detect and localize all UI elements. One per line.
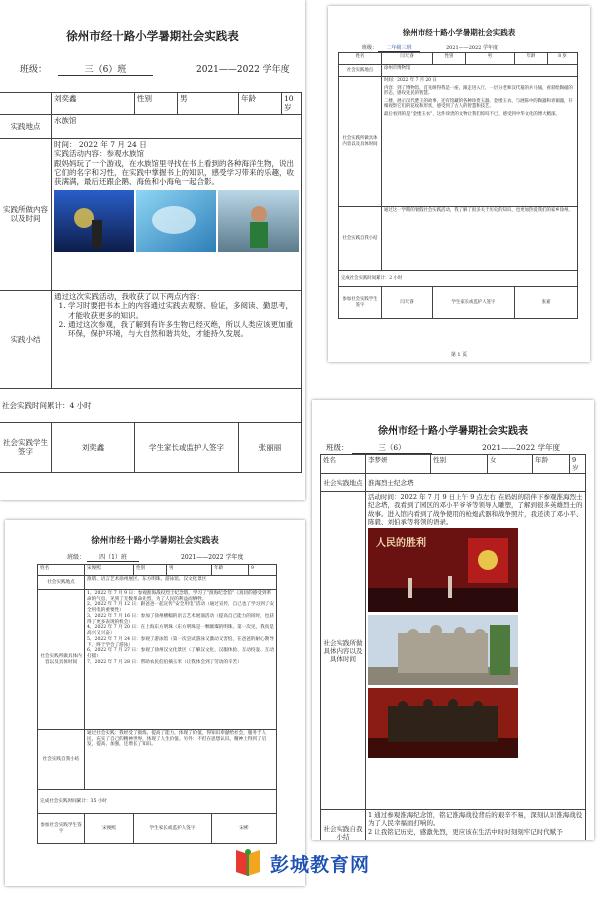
paragraph: 二楼，展示汉代楚王的故事，还有馆藏的各种珍贵玉器、金缕玉衣，与展陈中的陶器和青铜器，仔细观察它们的花纹和形状，感受到了古人的智慧和技艺。 (384, 98, 573, 109)
hours-total: 社会实践时间累计：4 小时 (0, 388, 302, 422)
class-label: 班级： (326, 443, 349, 452)
place-value: 淮塔、语言艺术徐州展区、东方明珠、游泳馆、汉文化景区 (85, 576, 277, 590)
form-title: 徐州市经十路小学暑期社会实践表 (91, 536, 219, 546)
gender-value: 男 (466, 53, 515, 65)
summary-item: 2 让我铭记历史，感激先烈，更应该在生活中时时刻刻牢记时代赋予 (368, 827, 563, 836)
student-signature: 宋俊熙 (85, 814, 134, 844)
summary-list (54, 301, 299, 339)
form-table (338, 52, 578, 319)
paragraph: 最后看到的是“金缕玉衣”，这件珍贵的文物让我们惊叹不已，感受到中华文化的博大精深。 (384, 111, 560, 117)
parent-signature: 张嘉 (515, 287, 578, 319)
class-value: 二年级三班 (378, 44, 420, 52)
activity-line: 实践活动内容：参观水族馆 (54, 149, 144, 159)
form-title: 徐州市经十路小学暑期社会实践表 (378, 426, 528, 437)
school-year: 2021——2022 学年度 (181, 554, 244, 561)
parent-sign-label: 学生家长或监护人签字 (433, 287, 515, 319)
gender-label: 性别 (431, 455, 488, 474)
age-value: 9 (249, 565, 277, 576)
age-label: 年龄 (515, 53, 548, 65)
age-value: 9 岁 (570, 455, 586, 474)
hours-total: 完成社会实践时间累计：2 小时 (339, 271, 578, 287)
page-number: 第 1 页 (450, 352, 468, 358)
museum-photo (368, 528, 518, 612)
summary-text: 通过这一学期的暑假社会实践活动，我了解了很多关于历史的知识，也更加热爱我们的家乡徐州。 (382, 207, 578, 271)
content-label: 社会实践所做具体内容以及具体时间 (38, 590, 85, 730)
school-year: 2021——2022 学年度 (196, 65, 290, 75)
place-label: 社会实践地点 (321, 474, 366, 492)
activity-item: 3、2022 年 7 月 16 日：参加了徐州横幅的语言艺术展演活动（提高自己能力的同时，也获得了更多表现的机会） (87, 613, 274, 625)
parent-signature: 宋彬 (212, 814, 277, 844)
summary-intro: 通过这次实践活动，我收获了以下两点内容： (54, 291, 204, 301)
summary-text: 通过社会实践：我经受了锻炼、提高了能力，体现了价值，得知识奉献给社会，服务于人民，充实了自己的精神世界，体现了人生价值。另外：不但在思想认识、精神上得到了启发，提高、加强，还增长了知识。 (85, 730, 277, 790)
age-value: 10 岁 (282, 93, 302, 115)
place-value: 水族馆 (52, 114, 302, 138)
age-label: 年龄 (239, 93, 282, 115)
age-value: 8 岁 (548, 53, 578, 65)
parent-signature: 张丽丽 (239, 422, 302, 472)
name-value: 闫天睿 (382, 53, 433, 65)
summary-item: 1 通过参观淮海纪念馆，铭记淮海战役背后的艰辛不易，深刻认识淮海战役为了人民幸福而打响的。 (368, 811, 583, 828)
museum-photo-caption: 人民的胜利 (376, 537, 426, 549)
activity-item: 2、2022 年 7 月 12 日：跟爸爸一起宣传“安全用电”活动（通过宣传，自己也了学习到了安全用电的重要性） (87, 602, 274, 614)
place-label: 社会实践地点 (339, 65, 382, 77)
form-title: 徐州市经十路小学暑期社会实践表 (66, 29, 239, 43)
place-value: 淮海烈士纪念塔 (366, 474, 586, 492)
time-line: 时间： 2022 年 7 月 24 日 (54, 139, 147, 149)
class-value: 三（6） (352, 442, 432, 454)
place-value: 徐州市博物馆 (382, 65, 578, 77)
form-table (0, 92, 302, 473)
statue-photo (368, 688, 518, 758)
practice-form-liu (0, 0, 305, 500)
content-label: 实践所做内容以及时间 (0, 138, 52, 290)
name-label: 姓名 (339, 53, 382, 65)
form-title: 徐州市经十路小学暑期社会实践表 (402, 28, 516, 37)
student-signature: 刘奕鑫 (52, 422, 135, 472)
activity-description: 活动时间：2022 年 7 月 9 日上午 9 点左右 在妈妈的陪伴下参观淮海烈士纪念塔，我看到了园区的邓小平爷爷等领导人雕塑，了解到很多英雄烈士的故事。进入馆内看到了战争使用的枪炮武器和战争照片，我还读了邓小平、陈毅、刘伯承等将领的语录。 (368, 493, 583, 526)
site-name: 彭城教育网 (270, 853, 371, 876)
student-signature: 闫天睿 (382, 287, 433, 319)
name-label: 姓名 (38, 565, 85, 576)
parent-sign-label: 学生家长或监护人签字 (135, 422, 239, 472)
form-table (320, 454, 586, 840)
monument-photo (368, 615, 518, 685)
activity-item: 4、2022 年 7 月 20 日：在上海东方明珠（东方明珠是一颗璀璨的明珠，第一次见，我真是高兴又兴奋） (87, 625, 274, 637)
school-year: 2021——2022 学年度 (482, 443, 561, 452)
summary-label: 实践小结 (0, 290, 52, 388)
activity-item: 7、2022 年 7 月 28 日：帮助农民伯伯摘玉米（让我体会到了劳动的辛苦） (87, 659, 242, 665)
activity-description: 跟妈妈玩了一个游戏，在水族馆里寻找在书上看到的各种海洋生物，说出它们的名字和习性，在实践中掌握书上的知识，感受学习带来的乐趣，收获满满，最后还跟企鹅、海鱼和小海龟一起合影。 (54, 158, 294, 187)
content-label: 社会实践所做具体内容以及具体时间 (321, 492, 366, 810)
paragraph: 内容：到了博物馆，首先映得我是一座，跟走进入厅，一层分老师汉代墓的兵马俑，看彩绘陶俑的形态，感叹先民的智慧。 (384, 85, 573, 96)
name-value: 李梦妍 (366, 455, 431, 474)
class-label: 班级： (362, 45, 378, 51)
age-label: 年龄 (533, 455, 570, 474)
name-label: 姓名 (321, 455, 366, 474)
time-line: 时间：2022 年 7 月 20 日 (384, 78, 437, 83)
place-label: 社会实践地点 (38, 576, 85, 590)
practice-form-yan (328, 6, 590, 362)
name-value: 刘奕鑫 (52, 93, 135, 115)
gender-value: 男 (167, 565, 212, 576)
gender-value: 男 (178, 93, 239, 115)
activity-item: 5、2022 年 7 月 24 日：参观了游泳馆（第一次尝试游泳又激动又害怕，在爸爸的耐心教导下，终于学会了游泳） (87, 636, 274, 648)
activity-item: 1、2022 年 7 月 9 日：参观淮海战役烈士纪念塔，学习了“淮海纪念馆”《真切的感受到革命的气息，见到了无数革命先烈，为了人民的利益而牺牲。 (87, 591, 272, 602)
class-value: 四（1）班 (87, 552, 139, 562)
content-label: 社会实践所做具体内容以及具体时间 (339, 77, 382, 207)
hours-total: 完成社会实践时间累计：35 小时 (38, 790, 277, 814)
age-label: 年龄 (212, 565, 249, 576)
summary-item: 1. 学习时要把书本上的内容通过实践去观察、验证，多阅读、勤思考，才能收获更多的知识。 (68, 301, 299, 320)
student-sign-label: 参加社会实践学生签字 (339, 287, 382, 319)
form-table (37, 564, 277, 844)
gender-label: 性别 (135, 93, 178, 115)
school-year: 2021——2022 学年度 (446, 45, 499, 51)
parent-sign-label: 学生家长或监护人签字 (134, 814, 212, 844)
activity-item: 6、2022 年 7 月 27 日：参观了徐州汉文化景区（了解汉文化、汉服体验、互动投壶、互动打擂） (87, 648, 274, 660)
class-label: 班级： (67, 554, 86, 561)
summary-label: 社会实践自我小结 (339, 207, 382, 271)
gender-value: 女 (488, 455, 533, 474)
aquarium-photos (54, 190, 299, 252)
open-book-icon (232, 848, 264, 878)
name-value: 宋俊熙 (85, 565, 134, 576)
site-logo (232, 848, 370, 878)
place-label: 实践地点 (0, 114, 52, 138)
gender-label: 性别 (433, 53, 466, 65)
practice-form-song (5, 520, 305, 886)
summary-label: 社会实践自我小结 (38, 730, 85, 790)
student-sign-label: 参加社会实践学生签字 (38, 814, 85, 844)
summary-item: 2. 通过这次参观，我了解到有许多生物已经灭绝，所以人类应该更加重环保，保护环境，与大自然和谐共处，才能持久发展。 (68, 320, 299, 339)
summary-label: 社会实践自我小结 (321, 810, 366, 840)
practice-form-li (312, 400, 594, 840)
gender-label: 性别 (134, 565, 167, 576)
class-label: 班级： (20, 65, 48, 75)
class-value: 三（6）班 (58, 62, 153, 76)
student-sign-label: 社会实践学生签字 (0, 422, 52, 472)
